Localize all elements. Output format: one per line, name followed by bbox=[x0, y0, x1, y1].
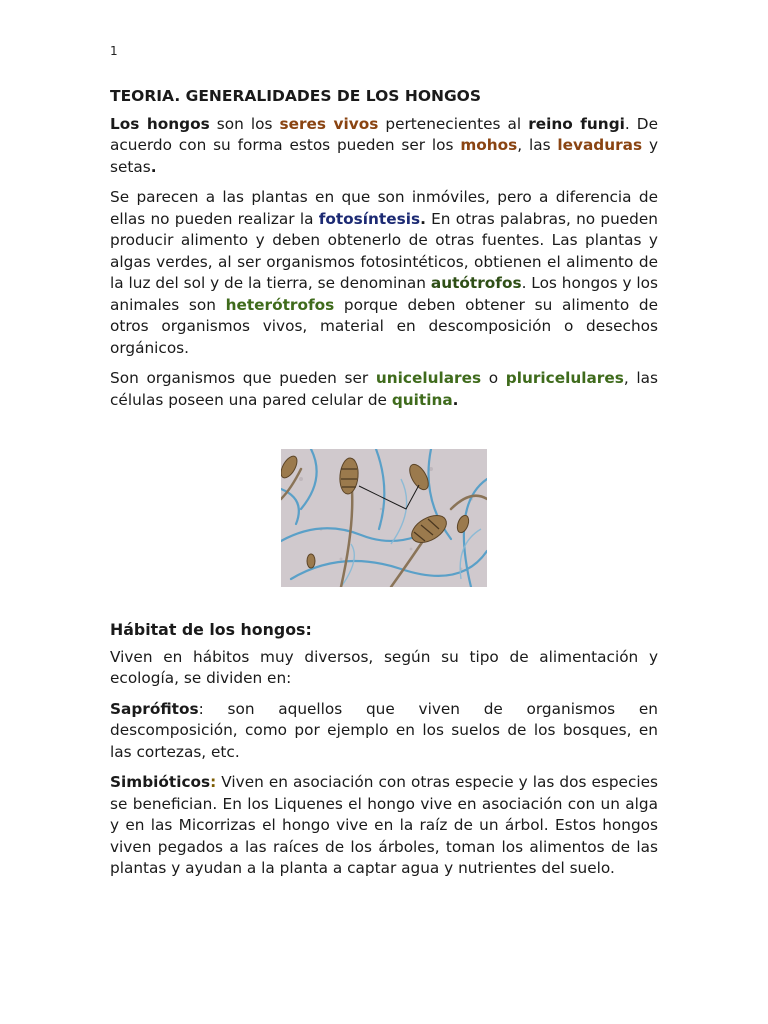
term-reino-fungi: reino fungi bbox=[528, 114, 625, 133]
paragraph-saprofitos bbox=[110, 699, 658, 764]
text: , las bbox=[517, 136, 558, 154]
text: . Los hongos y los animales son bbox=[110, 274, 658, 314]
fungi-micrograph-image bbox=[281, 449, 487, 587]
text: . De acuerdo con su forma estos pueden ser los bbox=[110, 114, 658, 154]
text: porque deben obtener su alimento de otros organismos vivos, material en descomposición o desechos orgánicos. bbox=[110, 295, 658, 357]
text: o bbox=[481, 369, 506, 387]
text: . bbox=[452, 390, 459, 409]
paragraph-comparison bbox=[110, 187, 658, 359]
text: y setas bbox=[110, 136, 659, 176]
text: . bbox=[150, 157, 157, 176]
paragraph-simbioticos bbox=[110, 772, 658, 880]
document-body bbox=[110, 86, 658, 889]
term-levaduras: levaduras bbox=[557, 136, 643, 154]
section-heading-habitat: Hábitat de los hongos: bbox=[110, 620, 312, 639]
text: son los bbox=[209, 114, 280, 133]
term-pluricelulares: pluricelulares bbox=[505, 369, 624, 387]
term-heterotrofos: heterótrofos bbox=[225, 295, 335, 314]
text: : bbox=[210, 773, 217, 791]
document-title: TEORIA. GENERALIDADES DE LOS HONGOS bbox=[110, 87, 482, 105]
text: Se parecen a las plantas en que son inmóviles, pero a diferencia de ellas no pueden realizar la bbox=[110, 188, 658, 228]
text: pertenecientes al bbox=[378, 114, 529, 133]
page-number: 1 bbox=[110, 44, 118, 58]
term-unicelulares: unicelulares bbox=[375, 369, 482, 387]
term-seres-vivos: seres vivos bbox=[279, 114, 379, 133]
term-autotrofos: autótrofos bbox=[430, 274, 522, 292]
term-fotosintesis: fotosíntesis bbox=[318, 209, 421, 228]
text: En otras palabras, no pueden producir alimento y deben obtenerlo de otras fuentes. Las plantas y algas verdes, al ser organismos fotosintéticos, obtienen el alimento de la luz del sol y de la tierra, se denominan bbox=[110, 209, 659, 292]
term-saprofitos: Saprófitos bbox=[110, 699, 199, 718]
term-hongos: Los hongos bbox=[110, 114, 210, 133]
paragraph-definition bbox=[110, 114, 658, 179]
text: . bbox=[420, 209, 426, 228]
text: , las células poseen una pared celular de bbox=[110, 369, 658, 409]
text: : son aquellos que viven de organismos en descomposición, como por ejemplo en los suelos de los bosques, en las cortezas, etc. bbox=[110, 699, 658, 761]
text: Son organismos que pueden ser bbox=[110, 369, 376, 387]
term-quitina: quitina bbox=[391, 390, 453, 409]
term-simbioticos: Simbióticos bbox=[110, 773, 211, 791]
term-mohos: mohos bbox=[460, 136, 518, 154]
paragraph-cells bbox=[110, 368, 658, 411]
paragraph-habitat-intro: Viven en hábitos muy diversos, según su tipo de alimentación y ecología, se dividen en: bbox=[110, 647, 658, 687]
text: Viven en asociación con otras especie y las dos especies se benefician. En los Liquenes el hongo vive en asociación con un alga y en las Micorrizas el hongo vive en la raíz de un árbol. Estos hongos viven pegados a las raíces de los árboles, toman los alimentos de las plantas y ayudan a la planta a captar agua y nutrientes del suelo. bbox=[110, 773, 658, 877]
